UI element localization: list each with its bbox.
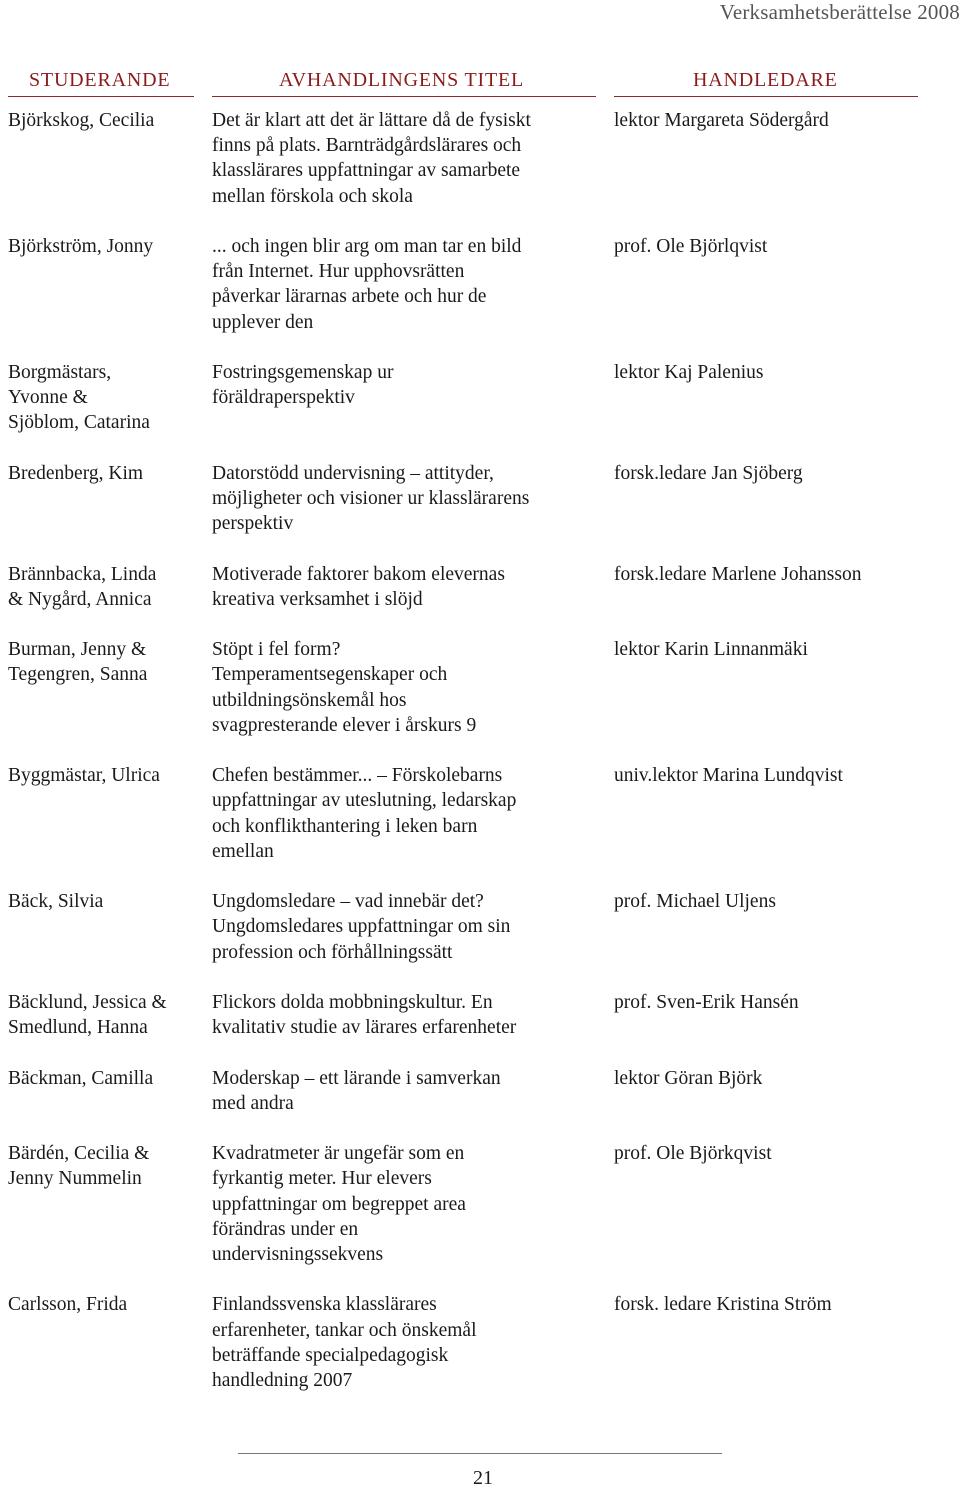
table-row <box>0 637 960 763</box>
thesis-title-line: mellan förskola och skola <box>212 185 413 207</box>
table-row <box>0 889 960 990</box>
thesis-title-line: påverkar lärarnas arbete och hur de <box>212 286 487 308</box>
thesis-title-line: med andra <box>212 1092 294 1114</box>
thesis-title-line: Temperamentsegenskaper och <box>212 664 448 686</box>
thesis-title-line: ... och ingen blir arg om man tar en bild <box>212 236 522 257</box>
column-rule-student <box>8 96 194 97</box>
student-name <box>8 562 198 612</box>
table-row <box>0 1141 960 1292</box>
supervisor-name: lektor Kaj Palenius <box>614 362 764 383</box>
student-name-line: Sjöblom, Catarina <box>8 412 150 434</box>
student-name-line: Björkström, Jonny <box>8 236 154 257</box>
thesis-title-line: Ungdomsledare – vad innebär det? <box>212 891 484 913</box>
thesis-title-line: fyrkantig meter. Hur elevers <box>212 1168 432 1190</box>
thesis-title-line: Flickors dolda mobbningskultur. En <box>212 991 493 1013</box>
thesis-title-line: upplever den <box>212 311 314 333</box>
thesis-title-line: Chefen bestämmer... – Förskolebarns <box>212 765 503 787</box>
supervisor-name: prof. Michael Uljens <box>614 891 776 913</box>
thesis-title-line: Datorstödd undervisning – attityder, <box>212 462 494 484</box>
student-name <box>8 360 198 436</box>
thesis-title <box>212 461 602 537</box>
student-name-line: Brännbacka, Linda <box>8 563 157 585</box>
table-row <box>0 1292 960 1418</box>
table-row <box>0 108 960 234</box>
supervisor-name: lektor Margareta Södergård <box>614 110 829 131</box>
column-headers <box>0 69 960 99</box>
thesis-title-line: undervisningssekvens <box>212 1243 384 1265</box>
student-name <box>8 763 198 788</box>
column-rule-supervisor <box>614 96 918 97</box>
supervisor-name: prof. Ole Björkqvist <box>614 1143 772 1165</box>
table-row <box>0 461 960 562</box>
thesis-title-line: Motiverade faktorer bakom elevernas <box>212 563 505 585</box>
thesis-title-line: uppfattningar av uteslutning, ledarskap <box>212 790 517 812</box>
thesis-title-line: erfarenheter, tankar och önskemål <box>212 1319 477 1341</box>
supervisor-name: univ.lektor Marina Lundqvist <box>614 765 843 787</box>
student-name <box>8 1066 198 1091</box>
thesis-title-line: perspektiv <box>212 513 294 535</box>
thesis-title-line: Ungdomsledares uppfattningar om sin <box>212 916 511 938</box>
thesis-title <box>212 108 602 209</box>
thesis-title-line: emellan <box>212 840 274 862</box>
student-name <box>8 234 198 259</box>
student-name <box>8 1292 198 1317</box>
thesis-title-line: handledning 2007 <box>212 1369 353 1391</box>
thesis-title-line: svagpresterande elever i årskurs 9 <box>212 714 477 736</box>
table-row <box>0 990 960 1066</box>
table-row <box>0 360 960 461</box>
supervisor-name: lektor Karin Linnanmäki <box>614 639 808 661</box>
supervisor-name: prof. Ole Björlqvist <box>614 236 768 257</box>
table-row <box>0 1066 960 1142</box>
thesis-title-line: profession och förhållningssätt <box>212 941 453 963</box>
thesis-title-line: Moderskap – ett lärande i samverkan <box>212 1067 501 1089</box>
page-number: 21 <box>473 1467 493 1489</box>
thesis-title <box>212 763 602 864</box>
thesis-title-line: från Internet. Hur upphovsrätten <box>212 261 465 283</box>
thesis-title <box>212 889 602 965</box>
thesis-title <box>212 990 602 1040</box>
thesis-title <box>212 562 602 612</box>
student-name-line: Smedlund, Hanna <box>8 1017 148 1039</box>
thesis-table <box>0 108 960 1418</box>
thesis-title-line: Finlandssvenska klasslärares <box>212 1294 437 1316</box>
student-name <box>8 108 198 133</box>
supervisor-name: forsk.ledare Jan Sjöberg <box>614 462 803 484</box>
thesis-title-line: Fostringsgemenskap ur <box>212 362 394 383</box>
thesis-title <box>212 360 602 410</box>
column-header-student: STUDERANDE <box>29 69 171 91</box>
student-name <box>8 461 198 486</box>
column-header-supervisor: HANDLEDARE <box>693 69 838 91</box>
column-header-title: AVHANDLINGENS TITEL <box>279 69 524 91</box>
table-row <box>0 234 960 360</box>
student-name-line: Byggmästar, Ulrica <box>8 765 160 787</box>
student-name-line: Bäcklund, Jessica & <box>8 991 167 1013</box>
thesis-title-line: kreativa verksamhet i slöjd <box>212 588 423 610</box>
thesis-title-line: föräldraperspektiv <box>212 387 355 409</box>
student-name-line: Bärdén, Cecilia & <box>8 1143 150 1165</box>
thesis-title-line: förändras under en <box>212 1218 359 1240</box>
thesis-title-line: klasslärares uppfattningar av samarbete <box>212 160 521 182</box>
student-name-line: Tegengren, Sanna <box>8 664 148 686</box>
student-name-line: & Nygård, Annica <box>8 588 152 610</box>
thesis-title-line: kvalitativ studie av lärares erfarenheter <box>212 1017 517 1039</box>
thesis-title-line: Kvadratmeter är ungefär som en <box>212 1143 465 1165</box>
thesis-title-line: finns på plats. Barnträdgårdslärares och <box>212 135 522 157</box>
student-name-line: Bäck, Silvia <box>8 891 104 913</box>
student-name-line: Björkskog, Cecilia <box>8 110 155 131</box>
table-row <box>0 763 960 889</box>
thesis-title-line: möjligheter och visioner ur klasslärarens <box>212 488 530 509</box>
table-row <box>0 562 960 638</box>
thesis-title-line: uppfattningar om begreppet area <box>212 1193 466 1215</box>
supervisor-name: prof. Sven-Erik Hansén <box>614 991 799 1013</box>
student-name-line: Bäckman, Camilla <box>8 1067 154 1089</box>
thesis-title <box>212 1066 602 1116</box>
thesis-title-line: och konflikthantering i leken barn <box>212 815 478 837</box>
thesis-title <box>212 637 602 738</box>
student-name <box>8 637 198 687</box>
supervisor-name: forsk. ledare Kristina Ström <box>614 1294 832 1316</box>
student-name-line: Jenny Nummelin <box>8 1168 142 1190</box>
student-name <box>8 1141 198 1191</box>
running-header: Verksamhetsberättelse 2008 <box>719 0 960 24</box>
thesis-title-line: utbildningsönskemål hos <box>212 689 407 711</box>
column-rule-title <box>212 96 596 97</box>
thesis-title <box>212 234 602 335</box>
student-name-line: Burman, Jenny & <box>8 639 147 661</box>
student-name <box>8 990 198 1040</box>
student-name-line: Borgmästars, <box>8 362 112 383</box>
student-name-line: Carlsson, Frida <box>8 1294 128 1316</box>
supervisor-name: lektor Göran Björk <box>614 1067 763 1089</box>
thesis-title <box>212 1141 602 1267</box>
thesis-title-line: Det är klart att det är lättare då de fysiskt <box>212 110 531 131</box>
thesis-title-line: beträffande specialpedagogisk <box>212 1344 449 1366</box>
thesis-title <box>212 1292 602 1393</box>
student-name-line: Yvonne & <box>8 387 88 409</box>
footer-rule <box>238 1453 722 1454</box>
student-name-line: Bredenberg, Kim <box>8 462 144 484</box>
student-name <box>8 889 198 914</box>
thesis-title-line: Stöpt i fel form? <box>212 639 341 661</box>
supervisor-name: forsk.ledare Marlene Johansson <box>614 563 862 585</box>
